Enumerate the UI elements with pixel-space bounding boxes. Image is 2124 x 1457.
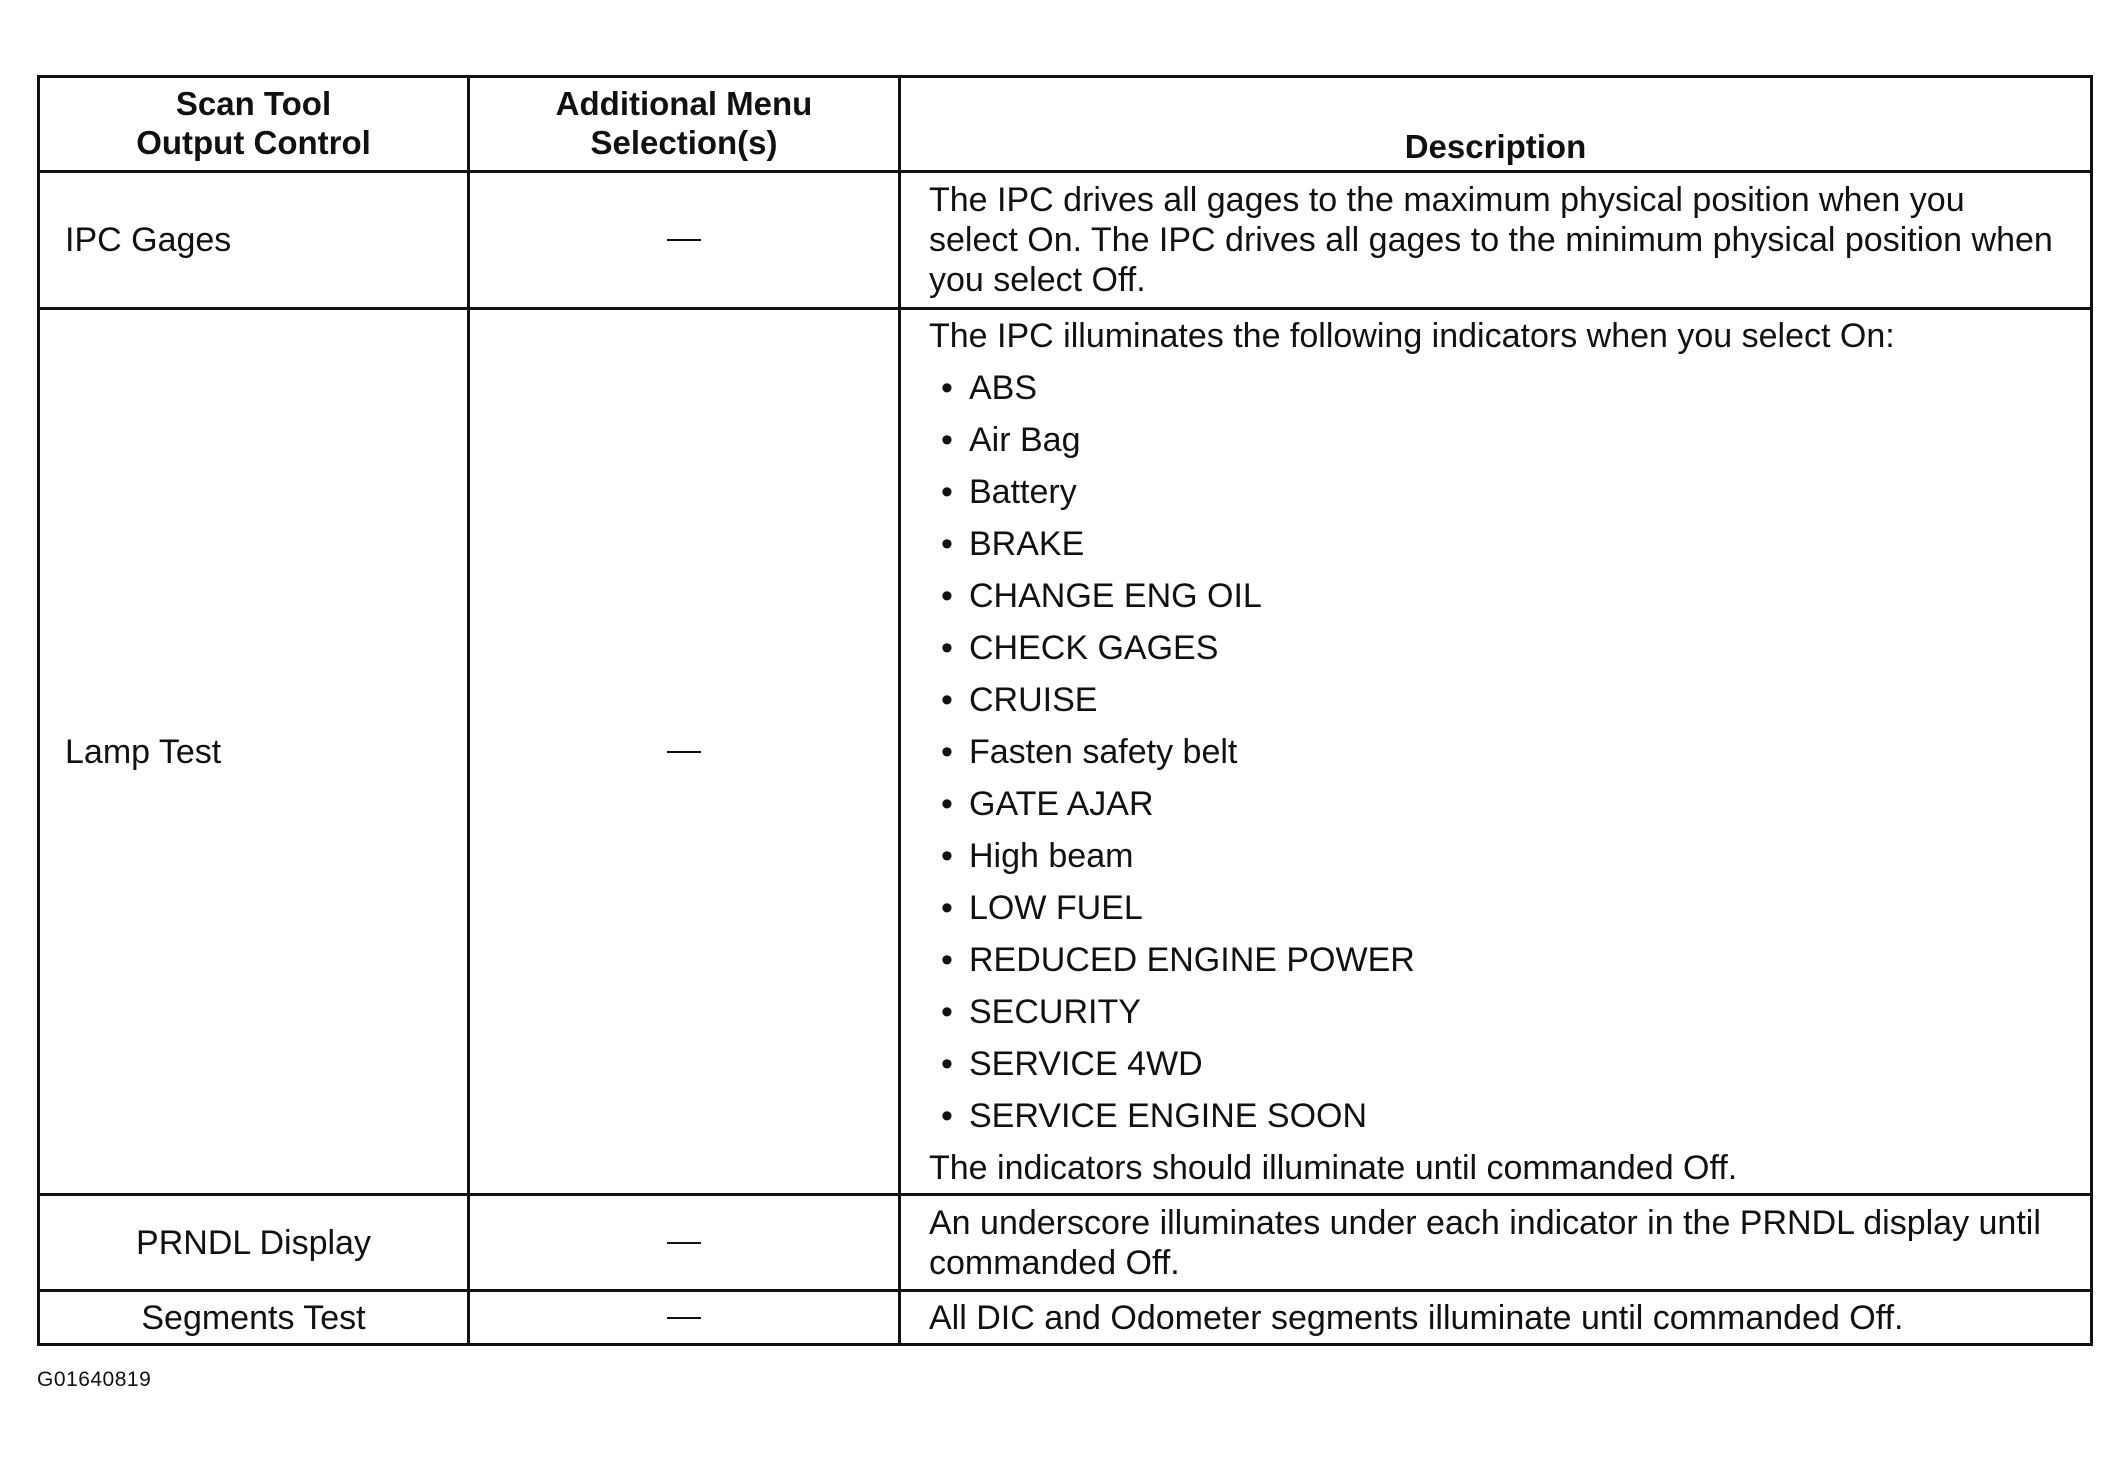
menu-dash [667,1317,701,1319]
table-header-row [40,78,2090,170]
table-row [40,170,2090,307]
list-item: • Battery [929,472,1895,512]
header-col2-line1: Additional Menu [555,85,813,122]
table-row [40,1289,2090,1343]
control-label: Segments Test [141,1298,366,1337]
description-outro: The indicators should illuminate until commanded Off. [929,1149,1738,1187]
list-item: • High beam [929,836,1895,876]
control-cell [40,310,470,1193]
control-cell [40,173,470,307]
list-item: • CHECK GAGES [929,628,1895,668]
list-item: • CRUISE [929,680,1895,720]
figure-code: G01640819 [37,1368,152,1391]
menu-cell [470,1196,901,1289]
list-item: • Air Bag [929,420,1895,460]
header-additional-menu-selections [470,78,901,170]
indicator-list [929,368,1895,1136]
control-cell [40,1292,470,1343]
control-label: Lamp Test [65,732,222,771]
description-intro: The IPC illuminates the following indicators when you select On: [929,317,1895,355]
description-text: All DIC and Odometer segments illuminate until commanded Off. [929,1298,1904,1337]
list-item: • CHANGE ENG OIL [929,576,1895,616]
header-scan-tool-output-control [40,78,470,170]
header-col3: Description [1404,128,1587,165]
list-item: • ABS [929,368,1895,408]
header-col1-line2: Output Control [136,124,371,161]
description-cell [901,1196,2090,1289]
menu-cell [470,310,901,1193]
header-description [901,78,2090,170]
control-cell [40,1196,470,1289]
list-item: • GATE AJAR [929,784,1895,824]
description-text: An underscore illuminates under each indicator in the PRNDL display until commanded Off. [929,1203,2041,1282]
list-item: • REDUCED ENGINE POWER [929,940,1895,980]
list-item: • SERVICE ENGINE SOON [929,1096,1895,1136]
header-col2-line2: Selection(s) [590,124,778,161]
table-row [40,307,2090,1193]
menu-dash [667,1242,701,1244]
list-item: • LOW FUEL [929,888,1895,928]
header-col1-line1: Scan Tool [175,85,332,122]
menu-dash [667,751,701,753]
description-cell [901,173,2090,307]
list-item: • BRAKE [929,524,1895,564]
list-item: • SERVICE 4WD [929,1044,1895,1084]
control-label: PRNDL Display [136,1223,371,1262]
list-item: • SECURITY [929,992,1895,1032]
table-row [40,1193,2090,1289]
description-text: The IPC drives all gages to the maximum physical position when you select On. The IPC drives all gages to the minimum physical position when you select Off. [929,181,2053,299]
control-label: IPC Gages [65,221,232,259]
output-control-table [37,75,2093,1346]
menu-cell [470,1292,901,1343]
menu-dash [667,239,701,241]
list-item: • Fasten safety belt [929,732,1895,772]
description-cell [901,310,2090,1193]
description-cell [901,1292,2090,1343]
menu-cell [470,173,901,307]
